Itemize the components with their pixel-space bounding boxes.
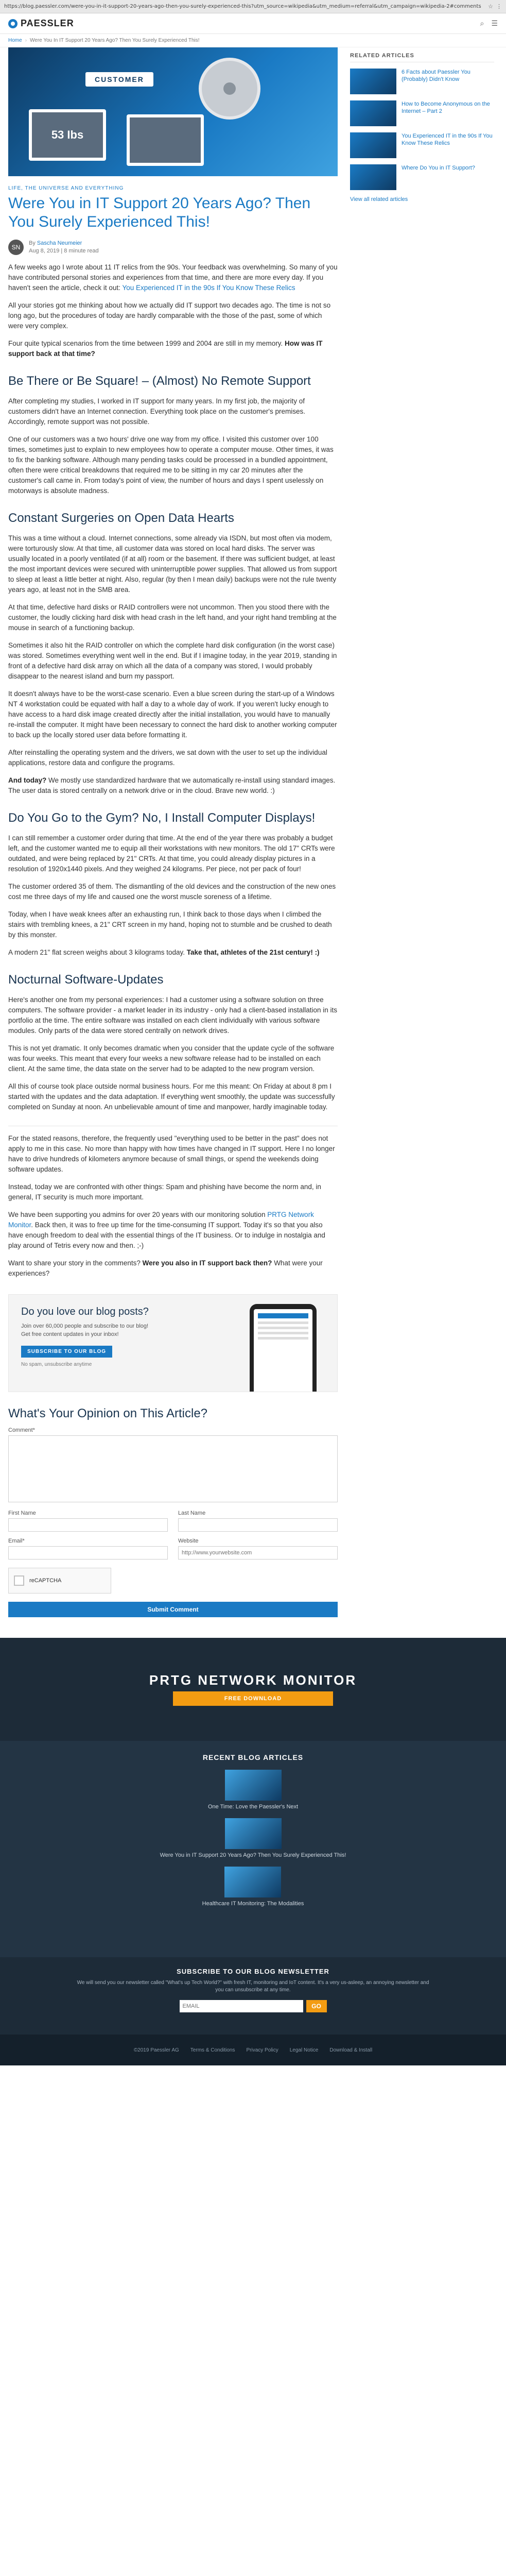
related-article[interactable] — [350, 164, 494, 190]
phone-illustration — [250, 1304, 317, 1392]
paragraph — [8, 947, 338, 958]
recaptcha-label: reCAPTCHA — [29, 1578, 62, 1584]
newsletter-email-input[interactable] — [180, 2000, 303, 2012]
author-meta — [29, 240, 99, 255]
paragraph — [8, 338, 338, 359]
phone-screen — [254, 1309, 312, 1392]
menu-icon[interactable]: ⋮ — [496, 4, 502, 10]
recent-article[interactable] — [160, 1818, 346, 1858]
last-name-label: Last Name — [178, 1510, 206, 1516]
hamburger-menu-icon[interactable]: ☰ — [491, 19, 498, 27]
hard-disk-illustration — [199, 58, 260, 120]
paragraph: This was a time without a cloud. Internet connections, some already via ISDN, but most often via modem, were torturously slow. At that time, all customer data was stored on local hard disks. The server was usually located in a poorly ventilated (if at all) room or the basement. If there was sufficient budget, at least the most important devices were secured with uninterruptible power supplies. That allowed us from support to sleep at least a little better at night. Also, regular (by then I mean daily) backups were not the rule twenty years ago, at least not in the SMB area. — [8, 534, 337, 594]
paragraph-text: We have been supporting you admins for over 20 years with our monitoring solution — [8, 1211, 266, 1218]
footer-link[interactable]: Privacy Policy — [246, 2047, 278, 2053]
search-icon[interactable]: ⌕ — [480, 19, 484, 27]
paragraph-text: Want to share your story in the comments? — [8, 1259, 141, 1267]
hero-customer-tag: CUSTOMER — [85, 72, 153, 87]
paragraph: Instead, today we are confronted with other things: Spam and phishing have become the norm and, in general, IT security is much more important. — [8, 1183, 321, 1201]
related-article-title[interactable]: How to Become Anonymous on the Internet – Part 2 — [402, 101, 490, 114]
paragraph-text: We mostly use standardized hardware that we automatically re-install using standard images. The user data is stored centrally on a network drive or in the cloud. Brave new world. :) — [8, 776, 336, 794]
related-article-title[interactable]: Where Do You in IT Support? — [402, 165, 475, 171]
paragraph: Today, when I have weak knees after an exhausting run, I think back to those days when I climbed the stairs with trembling knees, a 21" CRT screen in my hand, hoping not to stumble and be crushed to death by this monster. — [8, 910, 332, 939]
paragraph-bold: Take that, athletes of the 21st century! :) — [186, 948, 320, 956]
copyright: ©2019 Paessler AG — [133, 2047, 179, 2053]
recent-article-title[interactable]: Healthcare IT Monitoring: The Modalities — [202, 1901, 304, 1907]
phone-line — [258, 1332, 308, 1334]
author-prefix: By — [29, 240, 36, 246]
newsletter-go-button[interactable]: GO — [306, 2000, 327, 2012]
newsletter-text: We will send you our newsletter called "What's up Tech World?" with fresh IT, monitoring and IoT content. It's a very us-asleep, an annoying newsletter and you can unsubscribe at any time. — [77, 1980, 429, 1993]
breadcrumb-current: Were You In IT Support 20 Years Ago? Then You Surely Experienced This! — [30, 38, 200, 43]
paragraph: Sometimes it also hit the RAID controller on which the complete hard disk configuration (in the worst case) was stored. Sometimes everything went well in the end. But if I imagine today, in the year 2019, standing in front of a defective hard disk array on which all the data of a company was stored, I would probably disappear to the nearest island and burn my passport. — [8, 641, 337, 680]
recent-article[interactable] — [202, 1867, 304, 1907]
paragraph-bold: And today? — [8, 776, 47, 784]
sidebar — [350, 47, 494, 1617]
logo-text: PAESSLER — [21, 18, 74, 28]
first-name-label: First Name — [8, 1510, 36, 1516]
footer-bottom — [0, 2035, 506, 2065]
page-layout — [0, 47, 506, 1617]
first-name-group — [8, 1504, 168, 1532]
paragraph-text: A modern 21" flat screen weighs about 3 kilograms today. — [8, 948, 185, 956]
paragraph: At that time, defective hard disks or RAID controllers were not uncommon. Then you stood there with the customer, the loudly clicking hard disk with head crash in the left hand, and your right hand trembling at the mouse in search of a functioning backup. — [8, 603, 337, 632]
paragraph-text: A few weeks ago I wrote about 11 IT relics from the 90s. Your feedback was overwhelming. So many of you have contributed personal stories and experiences from that time, and there are more every day. If you haven't seen the article, check it out: — [8, 263, 338, 292]
last-name-group — [178, 1504, 338, 1532]
recaptcha-checkbox[interactable] — [14, 1575, 24, 1586]
comment-textarea[interactable] — [8, 1435, 338, 1502]
footer-link[interactable]: Download & Install — [329, 2047, 373, 2053]
url-text[interactable]: https://blog.paessler.com/were-you-in-it-support-20-years-ago-then-you-surely-experienced-this?utm_source=wikipedia&utm_medium=referral&utm_campaign=wikipedia-2#comments — [4, 4, 481, 9]
prtg-download-band — [0, 1638, 506, 1741]
promo-subtext: No spam, unsubscribe anytime — [21, 1362, 92, 1367]
paragraph-bold: Were you also in IT support back then? — [142, 1259, 272, 1267]
paragraph: After reinstalling the operating system and the drivers, we sat down with the user to set up the individual applications, restore data and configure the programs. — [8, 749, 327, 767]
phone-line — [258, 1327, 308, 1329]
subscribe-button[interactable]: SUBSCRIBE TO OUR BLOG — [21, 1346, 112, 1358]
related-article-thumbnail[interactable] — [350, 100, 396, 126]
comments-heading: What's Your Opinion on This Article? — [8, 1406, 208, 1420]
phone-line — [258, 1321, 308, 1324]
section-heading: Do You Go to the Gym? No, I Install Computer Displays! — [8, 811, 316, 825]
footer-link[interactable]: Terms & Conditions — [190, 2047, 235, 2053]
breadcrumb-separator: › — [25, 38, 27, 43]
related-article-title[interactable]: You Experienced IT in the 90s If You Know These Relics — [402, 133, 493, 146]
recent-article-thumbnail[interactable] — [225, 1818, 282, 1849]
browser-icons — [488, 3, 502, 10]
related-article[interactable] — [350, 69, 494, 94]
recaptcha-widget[interactable] — [8, 1568, 111, 1594]
newsletter-heading: SUBSCRIBE TO OUR BLOG NEWSLETTER — [177, 1968, 329, 1975]
paragraph-bold: How was IT support back at that time? — [8, 340, 323, 358]
newsletter-subscribe — [0, 1957, 506, 2035]
paragraph: For the stated reasons, therefore, the frequently used "everything used to be better in the past" does not apply to me in this case. No more than happy with how times have changed in IT support. Here I no longer have to drive hundreds of kilometers anymore because of small things, or spend the weekends doing software updates. — [8, 1134, 335, 1173]
paragraph — [8, 262, 338, 293]
related-article-thumbnail[interactable] — [350, 164, 396, 190]
hero-monitor — [127, 114, 204, 166]
view-all-related-link[interactable]: View all related articles — [350, 196, 408, 202]
related-article-thumbnail[interactable] — [350, 132, 396, 158]
phone-line — [258, 1337, 308, 1340]
website-input[interactable] — [178, 1546, 338, 1560]
author-avatar[interactable]: SN — [8, 240, 24, 255]
recent-article-thumbnail[interactable] — [225, 1770, 282, 1801]
paragraph: I can still remember a customer order during that time. At the end of the year there was probably a budget left, and the customer wanted me to equip all their workstations with new monitors. The old 17" CRTs were outdated, and were being replaced by 21" CRTs. At that time, you could already display pictures in a resolution of 1920x1440 pixels. And they weighed 24 kilograms. Per piece, not per pack of four! — [8, 834, 335, 873]
article-link[interactable]: You Experienced IT in the 90s If You Know These Relics — [122, 284, 295, 292]
paragraph: The customer ordered 35 of them. The dismantling of the old devices and the construction of the new ones cost me three days of my life and caused one the worst muscle soreness of a lifetime. — [8, 883, 336, 901]
related-article[interactable] — [350, 100, 494, 126]
blog-subscribe-promo — [8, 1294, 338, 1392]
star-icon[interactable]: ☆ — [488, 4, 493, 10]
last-name-input[interactable] — [178, 1518, 338, 1532]
recent-article-title[interactable]: Were You in IT Support 20 Years Ago? Then You Surely Experienced This! — [160, 1852, 346, 1858]
section-heading: Nocturnal Software-Updates — [8, 973, 164, 987]
author-block — [8, 240, 338, 255]
related-article[interactable] — [350, 132, 494, 158]
header-icons — [480, 19, 498, 28]
section-heading: Be There or Be Square! – (Almost) No Remote Support — [8, 374, 311, 388]
paessler-logo[interactable] — [8, 18, 74, 29]
submit-comment-button[interactable]: Submit Comment — [8, 1602, 338, 1617]
section-heading: Constant Surgeries on Open Data Hearts — [8, 511, 234, 525]
hero-monitor — [29, 109, 106, 161]
breadcrumb-home[interactable]: Home — [8, 38, 22, 43]
paragraph — [8, 1258, 338, 1279]
paragraph: After completing my studies, I worked in IT support for many years. In my first job, the majority of customers didn't have an Internet connection. Everything took place on the customer's premises. Accordingly, remote support was not possible. — [8, 397, 305, 426]
article-body — [8, 262, 338, 1279]
email-label: Email* — [8, 1538, 25, 1544]
email-field[interactable] — [8, 1546, 168, 1560]
related-article-title[interactable]: 6 Facts about Paessler You (Probably) Didn't Know — [402, 69, 470, 82]
paragraph — [8, 775, 338, 796]
paragraph: It doesn't always have to be the worst-case scenario. Even a blue screen during the start-up of a Windows NT 4 workstation could be equated with half a day to a whole day of work. If you weren't lucky enough to have access to a hard disk image created directly after the initial installation, you would have to manually re-install the computer. It might have been necessary to connect the hard disk to another working computer to back up the locally stored user data before formatting it. — [8, 690, 337, 739]
paessler-logo-icon — [8, 19, 18, 28]
contact-row — [8, 1532, 338, 1560]
hero-monitor-label — [130, 117, 201, 163]
article-category[interactable]: LIFE, THE UNIVERSE AND EVERYTHING — [8, 185, 124, 191]
website-group — [178, 1532, 338, 1560]
email-group — [8, 1532, 168, 1560]
paragraph-text: Four quite typical scenarios from the time between 1999 and 2004 are still in my memory. — [8, 340, 283, 347]
first-name-input[interactable] — [8, 1518, 168, 1532]
paragraph-text: . Back then, it was to free up time for the time-consuming IT support. Today it's so that you also have enough freedom to deal with the essential things of the IT business. Or to indulge in nostalgia and play around of Tetris every now and then. ;-) — [8, 1221, 325, 1249]
paragraph-text: What were your experiences? — [8, 1259, 323, 1277]
promo-text: Join over 60,000 people and subscribe to our blog! Get free content updates in your inbox! — [21, 1323, 149, 1337]
recent-heading: RECENT BLOG ARTICLES — [202, 1753, 304, 1761]
name-row — [8, 1504, 338, 1532]
paragraph: Here's another one from my personal experiences: I had a customer using a software solution on three computers. The software provider - a market leader in its industry - only had a client-based installation in its portfolio at the time. The entire software was installed on each client individually with various software modules. Only parts of the data were stored centrally on network drives. — [8, 996, 338, 1035]
paragraph: One of our customers was a two hours' drive one way from my office. I visited this customer over 100 times, sometimes just to explain to new employees how to operate a computer mouse. Other times, it was to fix the banking software. Although many pending tasks could be processed in a bundled appointment, often there were critical breakdowns that required me to be sitting in my car 20 minutes after the customer's call came in. From today's point of view, the number of hours and days I spent uselessly on motorways is absolute madness. — [8, 435, 334, 495]
related-article-thumbnail[interactable] — [350, 69, 396, 94]
paragraph — [8, 1210, 338, 1251]
website-label: Website — [178, 1538, 199, 1544]
author-name[interactable]: Sascha Neumeier — [37, 240, 82, 246]
recent-article[interactable] — [208, 1770, 298, 1810]
free-download-button[interactable]: FREE DOWNLOAD — [173, 1691, 333, 1706]
paragraph: All your stories got me thinking about how we actually did IT support two decades ago. The time is not so long ago, but the procedures of today are hardly comparable with the those of the past, some of which were very complex. — [8, 301, 331, 330]
recent-article-thumbnail[interactable] — [224, 1867, 281, 1897]
paragraph: All this of course took place outside normal business hours. For me this meant: On Friday at about 8 pm I started with the updates and the data adaptation. If everything went smoothly, the update was successfully completed on Sunday at noon. An unbelievable amount of time and manpower, hardly imaginable today. — [8, 1082, 335, 1111]
newsletter-form — [180, 2000, 327, 2012]
recent-articles — [0, 1741, 506, 1957]
recent-article-title[interactable]: One Time: Love the Paessler's Next — [207, 1804, 299, 1810]
prtg-link[interactable]: PRTG Network Monitor — [8, 1211, 314, 1229]
browser-address-bar[interactable] — [0, 0, 506, 13]
article-title: Were You in IT Support 20 Years Ago? Then You Surely Experienced This! — [8, 195, 311, 230]
comment-label: Comment* — [8, 1427, 35, 1433]
paragraph: This is not yet dramatic. It only becomes dramatic when you consider that the update cycle of the software was four weeks. This meant that every four weeks a new software release had to be installed on each client. At the same time, the data state on the server had to be adapted to the new program version. — [8, 1044, 335, 1073]
prtg-logo[interactable]: PRTG NETWORK MONITOR — [149, 1672, 357, 1688]
promo-title: Do you love our blog posts? — [21, 1306, 149, 1317]
sidebar-heading: RELATED ARTICLES — [350, 53, 494, 62]
site-header — [0, 13, 506, 34]
hero-image — [8, 47, 338, 176]
footer-link[interactable]: Legal Notice — [289, 2047, 319, 2053]
article-date: Aug 8, 2019 | 8 minute read — [29, 248, 99, 254]
breadcrumb — [0, 34, 506, 47]
hero-monitor-label: 53 Ibs — [32, 112, 103, 158]
phone-bar — [258, 1313, 308, 1318]
main-content — [8, 47, 338, 1617]
